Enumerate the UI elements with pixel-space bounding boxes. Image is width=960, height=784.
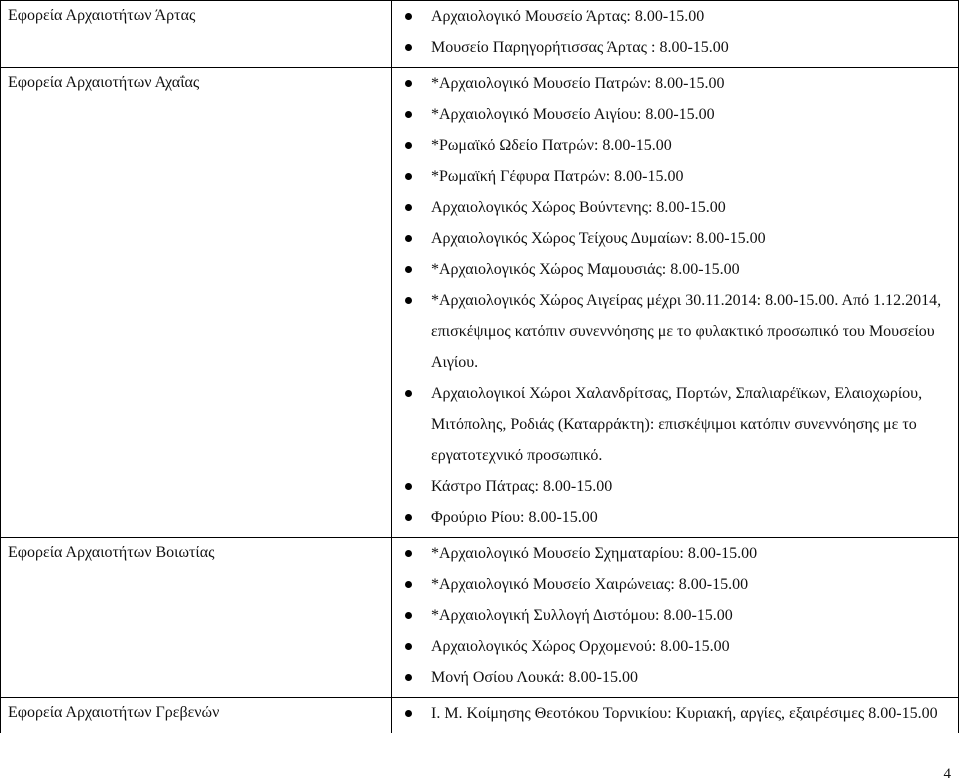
sites-cell bbox=[392, 698, 959, 734]
list-item bbox=[398, 1, 952, 32]
site-list bbox=[398, 68, 952, 533]
list-item bbox=[398, 223, 952, 254]
bullet-icon bbox=[405, 266, 412, 273]
list-item bbox=[398, 68, 952, 99]
bullet-icon bbox=[405, 111, 412, 118]
site-hours-text: *Αρχαιολογικό Μουσείο Αιγίου: 8.00-15.00 bbox=[431, 106, 715, 123]
site-hours-text: Φρούριο Ρίου: 8.00-15.00 bbox=[431, 509, 598, 526]
bullet-icon bbox=[405, 643, 412, 650]
table-row bbox=[1, 698, 959, 734]
bullet-icon bbox=[405, 204, 412, 211]
authority-cell bbox=[1, 538, 392, 698]
bullet-icon bbox=[405, 581, 412, 588]
site-hours-text: *Αρχαιολογική Συλλογή Διστόμου: 8.00-15.00 bbox=[431, 607, 733, 624]
list-item bbox=[398, 378, 952, 471]
authority-name: Εφορεία Αρχαιοτήτων Βοιωτίας bbox=[8, 544, 215, 561]
authority-name: Εφορεία Αρχαιοτήτων Άρτας bbox=[8, 7, 196, 24]
site-list bbox=[398, 1, 952, 63]
list-item bbox=[398, 698, 952, 729]
bullet-icon bbox=[405, 483, 412, 490]
site-hours-text: *Αρχαιολογικό Μουσείο Χαιρώνειας: 8.00-15.00 bbox=[431, 576, 749, 593]
bullet-icon bbox=[405, 550, 412, 557]
site-hours-text: *Αρχαιολογικό Μουσείο Πατρών: 8.00-15.00 bbox=[431, 75, 725, 92]
list-item bbox=[398, 631, 952, 662]
site-hours-text: *Ρωμαϊκό Ωδείο Πατρών: 8.00-15.00 bbox=[431, 137, 672, 154]
bullet-icon bbox=[405, 297, 412, 304]
list-item bbox=[398, 502, 952, 533]
authority-cell bbox=[1, 698, 392, 734]
bullet-icon bbox=[405, 235, 412, 242]
list-item bbox=[398, 569, 952, 600]
site-list bbox=[398, 698, 952, 729]
site-hours-text: *Αρχαιολογικός Χώρος Μαμουσιάς: 8.00-15.00 bbox=[431, 261, 740, 278]
site-hours-text: Αρχαιολογικός Χώρος Ορχομενού: 8.00-15.00 bbox=[431, 638, 730, 655]
list-item bbox=[398, 662, 952, 693]
table-row bbox=[1, 1, 959, 68]
bullet-icon bbox=[405, 80, 412, 87]
authority-cell bbox=[1, 1, 392, 68]
sites-cell bbox=[392, 538, 959, 698]
bullet-icon bbox=[405, 514, 412, 521]
authority-cell bbox=[1, 68, 392, 538]
sites-cell bbox=[392, 68, 959, 538]
authority-name: Εφορεία Αρχαιοτήτων Γρεβενών bbox=[8, 704, 220, 721]
site-hours-text: Μονή Οσίου Λουκά: 8.00-15.00 bbox=[431, 669, 638, 686]
bullet-icon bbox=[405, 674, 412, 681]
site-hours-text: Αρχαιολογικοί Χώροι Χαλανδρίτσας, Πορτών, Σπαλιαρέϊκων, Ελαιοχωρίου, Μιτόπολης, Ροδιάς (Καταρράκτη): επισκέψιμοι κατόπιν συνεννόησης με το εργατοτεχνικό προσωπικό. bbox=[431, 385, 923, 464]
bullet-icon bbox=[405, 390, 412, 397]
list-item bbox=[398, 161, 952, 192]
site-hours-text: Μουσείο Παρηγορήτισσας Άρτας : 8.00-15.00 bbox=[431, 39, 729, 56]
page-number: 4 bbox=[943, 766, 951, 782]
bullet-icon bbox=[405, 710, 412, 717]
list-item bbox=[398, 254, 952, 285]
list-item bbox=[398, 538, 952, 569]
list-item bbox=[398, 32, 952, 63]
site-hours-text: *Αρχαιολογικός Χώρος Αιγείρας μέχρι 30.11.2014: 8.00-15.00. Από 1.12.2014, επισκέψιμος κατόπιν συνεννόησης με το φυλακτικό προσωπικό του Μουσείου Αιγίου. bbox=[431, 292, 942, 371]
bullet-icon bbox=[405, 44, 412, 51]
list-item bbox=[398, 471, 952, 502]
list-item bbox=[398, 130, 952, 161]
list-item bbox=[398, 600, 952, 631]
site-hours-text: *Αρχαιολογικό Μουσείο Σχηματαρίου: 8.00-15.00 bbox=[431, 545, 758, 562]
table-row bbox=[1, 538, 959, 698]
bullet-icon bbox=[405, 173, 412, 180]
list-item bbox=[398, 285, 952, 378]
bullet-icon bbox=[405, 612, 412, 619]
site-hours-text: Αρχαιολογικό Μουσείο Άρτας: 8.00-15.00 bbox=[431, 8, 705, 25]
site-hours-text: Αρχαιολογικός Χώρος Βούντενης: 8.00-15.00 bbox=[431, 199, 726, 216]
site-hours-text: *Ρωμαϊκή Γέφυρα Πατρών: 8.00-15.00 bbox=[431, 168, 684, 185]
sites-cell bbox=[392, 1, 959, 68]
table-row bbox=[1, 68, 959, 538]
site-hours-text: Κάστρο Πάτρας: 8.00-15.00 bbox=[431, 478, 613, 495]
list-item bbox=[398, 99, 952, 130]
site-hours-text: Ι. Μ. Κοίμησης Θεοτόκου Τορνικίου: Κυριακή, αργίες, εξαιρέσιμες 8.00-15.00 bbox=[431, 705, 938, 722]
authority-name: Εφορεία Αρχαιοτήτων Αχαΐας bbox=[8, 74, 200, 91]
list-item bbox=[398, 192, 952, 223]
bullet-icon bbox=[405, 142, 412, 149]
site-hours-text: Αρχαιολογικός Χώρος Τείχους Δυμαίων: 8.00-15.00 bbox=[431, 230, 766, 247]
site-list bbox=[398, 538, 952, 693]
bullet-icon bbox=[405, 13, 412, 20]
